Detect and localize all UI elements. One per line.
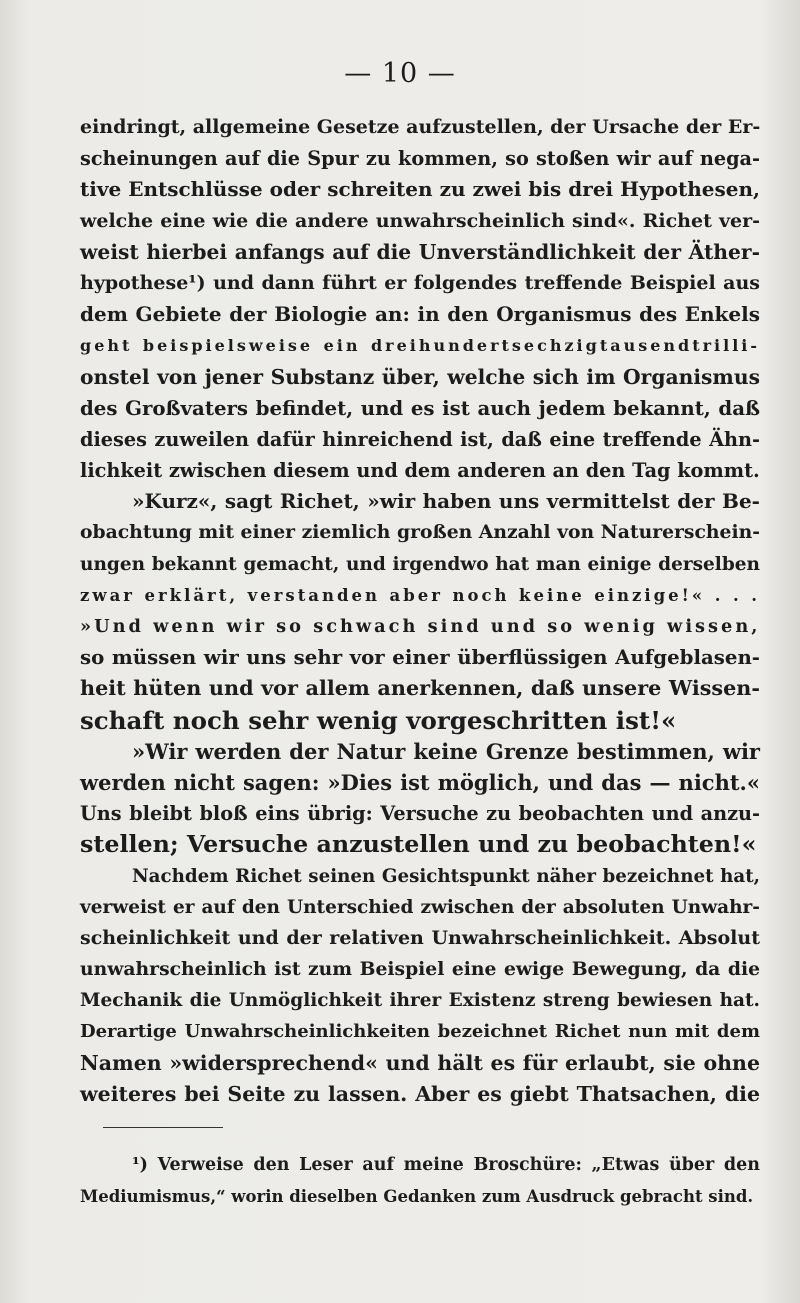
text-line: Nachdem Richet seinen Gesichtspunkt näher bezeichnet hat, — [132, 865, 760, 887]
text-line: tive Entschlüsse oder schreiten zu zwei bis drei Hypothesen, — [80, 177, 760, 202]
text-line: lichkeit zwischen diesem und dem anderen an den Tag kommt. — [80, 459, 760, 483]
footnote-line: Mediumismus,“ worin dieselben Gedanken zum Ausdruck gebracht sind. — [80, 1187, 754, 1206]
text-line: weiteres bei Seite zu lassen. Aber es giebt Thatsachen, die — [80, 1081, 760, 1106]
text-line: dieses zuweilen dafür hinreichend ist, daß eine treffende Ähn- — [80, 427, 760, 451]
text-line: obachtung mit einer ziemlich großen Anzahl von Naturerschein- — [80, 521, 760, 544]
text-line: welche eine wie die andere unwahrscheinlich sind«. Richet ver- — [80, 209, 760, 232]
text-line: stellen; Versuche anzustellen und zu beobachten!« — [80, 830, 757, 859]
text-line: so müssen wir uns sehr vor einer überflüssigen Aufgeblasen- — [80, 645, 760, 670]
text-line: werden nicht sagen: »Dies ist möglich, und das — nicht.« — [80, 769, 760, 795]
text-line: »Wir werden der Natur keine Grenze bestimmen, wir — [132, 738, 760, 764]
text-line: »Und wenn wir so schwach sind und so wenig wissen, — [80, 616, 761, 637]
text-line: heit hüten und vor allem anerkennen, daß unsere Wissen- — [80, 676, 760, 701]
footnote-divider — [103, 1127, 223, 1128]
text-line: dem Gebiete der Biologie an: in den Organismus des Enkels — [80, 302, 760, 327]
text-line: schaft noch sehr wenig vorgeschritten ist!« — [80, 705, 677, 735]
text-line: Mechanik die Unmöglichkeit ihrer Existenz streng bewiesen hat. — [80, 990, 760, 1012]
text-line: verweist er auf den Unterschied zwischen der absoluten Unwahr- — [80, 896, 760, 918]
text-line: geht beispielsweise ein dreihundertsechzigtausendtrilli- — [80, 336, 760, 356]
page-number: — 10 — — [344, 58, 456, 89]
text-line: hypothese¹) und dann führt er folgendes treffende Beispiel aus — [80, 271, 760, 294]
text-line: eindringt, allgemeine Gesetze aufzustellen, der Ursache der Er- — [80, 116, 761, 138]
text-line: scheinlichkeit und der relativen Unwahrscheinlichkeit. Absolut — [80, 926, 760, 949]
footnote-line: ¹) Verweise den Leser auf meine Broschüre: „Etwas über den — [132, 1155, 760, 1175]
text-line: weist hierbei anfangs auf die Unverständlichkeit der Äther- — [80, 239, 760, 264]
body-text — [80, 112, 760, 1110]
text-line: ungen bekannt gemacht, und irgendwo hat man einige derselben — [80, 553, 760, 575]
text-line: »Kurz«, sagt Richet, »wir haben uns vermittelst der Be- — [132, 489, 760, 514]
text-line: zwar erklärt, verstanden aber noch keine einzige!« . . . — [80, 585, 760, 605]
footnote — [80, 1150, 760, 1212]
text-line: Namen »widersprechend« und hält es für erlaubt, sie ohne — [80, 1050, 760, 1075]
text-line: unwahrscheinlich ist zum Beispiel eine ewige Bewegung, da die — [80, 958, 760, 981]
text-line: Uns bleibt bloß eins übrig: Versuche zu beobachten und anzu- — [80, 802, 760, 826]
text-line: Derartige Unwahrscheinlichkeiten bezeichnet Richet nun mit dem — [80, 1021, 760, 1043]
text-line: scheinungen auf die Spur zu kommen, so stoßen wir auf nega- — [80, 147, 760, 171]
text-line: des Großvaters befindet, und es ist auch jedem bekannt, daß — [80, 395, 760, 420]
text-line: onstel von jener Substanz über, welche sich im Organismus — [80, 364, 760, 389]
